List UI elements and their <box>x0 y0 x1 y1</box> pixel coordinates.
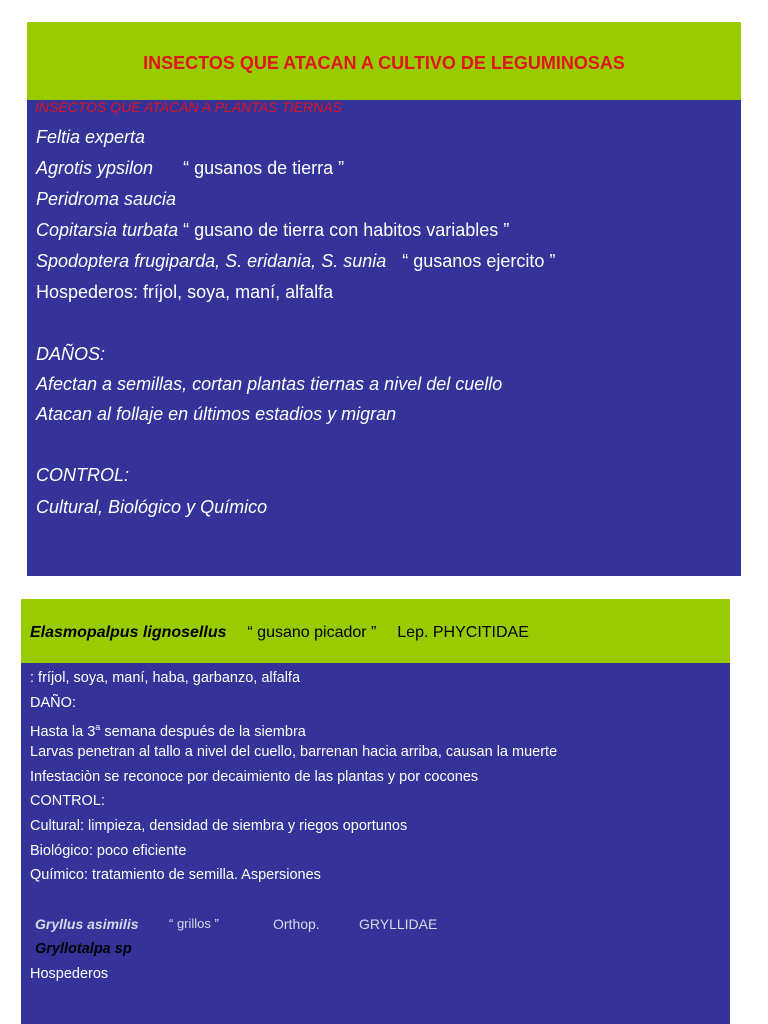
species-line-2 <box>36 157 344 179</box>
damage-text: Atacan al follaje en últimos estadios y migran <box>36 404 397 424</box>
species-name: Elasmopalpus lignosellus <box>30 624 227 641</box>
species-line-1 <box>36 126 145 148</box>
common-name: “ gusano de tierra con habitos variables ” <box>183 220 510 240</box>
text-line: CONTROL: <box>30 793 105 809</box>
damage-heading <box>36 343 105 365</box>
week-sup: a <box>95 722 101 732</box>
text-line: Químico: tratamiento de semilla. Aspersiones <box>30 867 321 883</box>
text-line: DAÑO: <box>30 695 76 711</box>
species-line-4 <box>36 219 509 241</box>
gryllus-name: Gryllus asimilis <box>35 916 139 932</box>
text-line: Cultural: limpieza, densidad de siembra y riegos oportunos <box>30 818 408 834</box>
species-name: Feltia experta <box>36 127 146 147</box>
common-name: “ gusanos de tierra ” <box>183 158 345 178</box>
species-line-3 <box>36 188 176 210</box>
gryllus-family: GRYLLIDAE <box>359 916 438 932</box>
species-line-5 <box>36 250 555 272</box>
species-name: Peridroma saucia <box>36 189 177 209</box>
slide-title: INSECTOS QUE ATACAN A CULTIVO DE LEGUMINOSAS <box>143 53 625 73</box>
damage-line-1 <box>36 373 502 395</box>
damage-line-2 <box>36 403 396 425</box>
slide-subtitle: INSECTOS QUE ATACAN A PLANTAS TIERNAS <box>35 99 343 115</box>
slide-elasmopalpus <box>21 599 730 1024</box>
species-name: Copitarsia turbata <box>36 220 179 240</box>
text-line <box>30 718 306 741</box>
gryllus-order: Orthop. <box>273 916 320 932</box>
text-line: Infestaciòn se reconoce por decaimiento de las plantas y por cocones <box>30 769 479 785</box>
species-name: Agrotis ypsilon <box>36 158 154 178</box>
text-line: Larvas penetran al tallo a nivel del cuello, barrenan hacia arriba, causan la muerte <box>30 744 558 760</box>
week-post: semana después de la siembra <box>100 723 306 740</box>
slide-leguminosas <box>27 22 741 576</box>
control-text: Cultural, Biológico y Químico <box>36 497 268 517</box>
slide-title <box>30 623 529 643</box>
control-line <box>36 496 267 518</box>
gryllotalpa-name: Gryllotalpa sp <box>35 941 132 957</box>
common-name: “ gusanos ejercito ” <box>402 251 556 271</box>
text-line: Biológico: poco eficiente <box>30 843 187 859</box>
damage-text: Afectan a semillas, cortan plantas tiernas a nivel del cuello <box>36 374 503 394</box>
text-line: : fríjol, soya, maní, haba, garbanzo, alfalfa <box>30 670 301 686</box>
control-heading-text: CONTROL: <box>36 465 130 485</box>
family-name: Lep. PHYCITIDAE <box>397 624 529 641</box>
damage-heading-text: DAÑOS: <box>36 344 106 364</box>
hosts-line: Hospederos: fríjol, soya, maní, alfalfa <box>36 282 334 302</box>
gryllus-common: “ grillos ” <box>169 916 219 931</box>
week-pre: Hasta la 3 <box>30 723 96 740</box>
species-name: Spodoptera frugiparda, S. eridania, S. sunia <box>36 251 387 271</box>
control-heading <box>36 464 129 486</box>
hosts-line: Hospederos <box>30 966 109 982</box>
common-name: “ gusano picador ” <box>247 624 377 641</box>
